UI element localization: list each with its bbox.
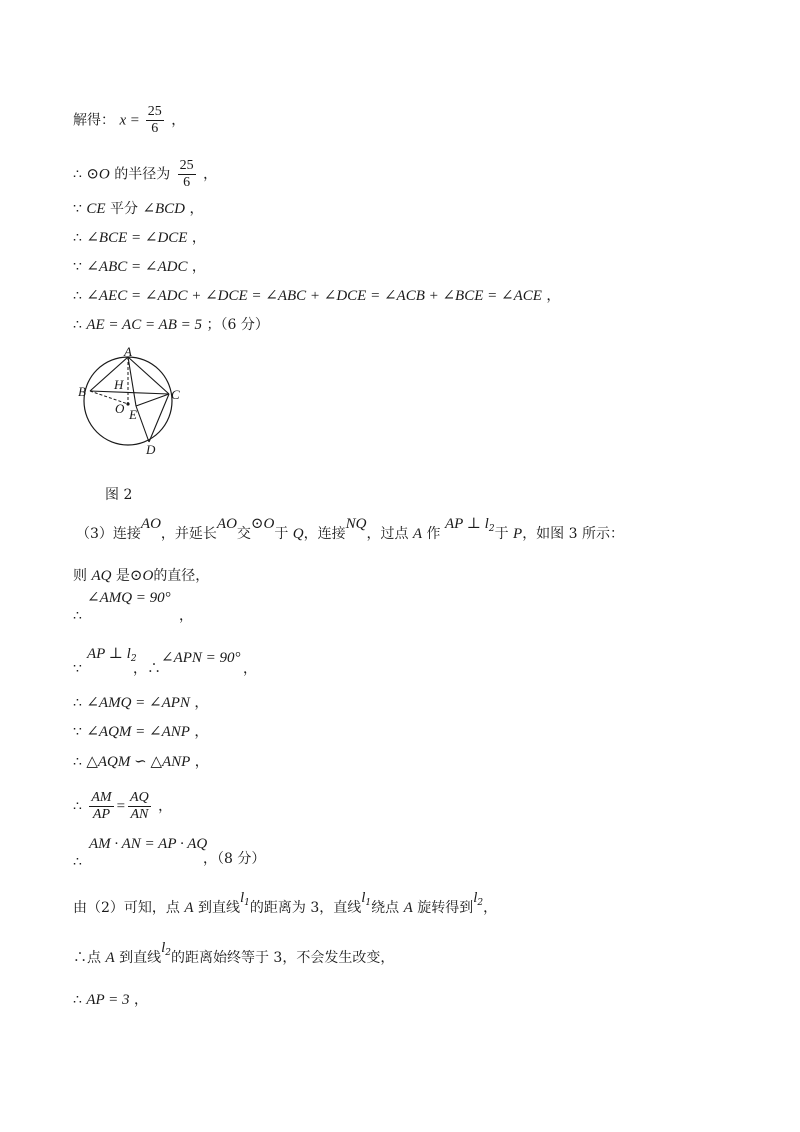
text: 旋转得到 xyxy=(412,900,474,916)
fraction-numerator: AM xyxy=(91,790,112,805)
therefore-symbol: ∴ xyxy=(73,854,82,870)
fraction-numerator: 25 xyxy=(147,104,162,119)
fraction-25-6 xyxy=(146,104,164,137)
solution-line-19 xyxy=(73,991,148,1009)
punctuation: ， xyxy=(243,661,257,677)
equation: AP = 3 xyxy=(86,992,130,1008)
equation: ∠APN = 90° xyxy=(161,650,241,666)
because-symbol: ∵ xyxy=(73,259,87,275)
equation: ∠ABC = ∠ADC xyxy=(86,259,188,275)
equals-sign: = xyxy=(130,112,143,129)
label-h: H xyxy=(114,377,124,392)
label-b: B xyxy=(78,384,86,399)
text: ，∴ xyxy=(133,661,161,677)
punctuation: ， xyxy=(191,259,206,275)
subscript: 2 xyxy=(165,948,171,958)
subscript: 2 xyxy=(488,524,495,534)
segment-ae xyxy=(128,357,136,406)
solution-line-15 xyxy=(73,790,172,823)
geometry-figure xyxy=(74,346,194,458)
segment-bc xyxy=(90,391,169,394)
solution-line-17 xyxy=(73,890,498,922)
equation: ∠AEC = ∠ADC + ∠DCE = ∠ABC + ∠DCE = ∠ACB + ∠BCE = ∠ACE xyxy=(86,288,542,304)
punctuation: ， xyxy=(546,288,561,304)
punctuation: ， xyxy=(194,754,209,770)
equals-sign: = xyxy=(116,798,126,815)
fraction-denominator: AP xyxy=(92,807,111,822)
line-l2: l xyxy=(161,940,166,956)
text: ∴点 xyxy=(73,950,106,966)
segment-ce: CE xyxy=(86,201,106,217)
perpendicular-ap-l2: AP ⊥ l xyxy=(445,516,489,532)
circle-o: ⊙O xyxy=(129,568,154,584)
line-l1: l xyxy=(361,890,366,906)
text: 交 xyxy=(236,526,251,542)
segment-aq: AQ xyxy=(91,568,112,584)
text: 则 xyxy=(73,568,92,584)
text: 平分 xyxy=(109,201,138,217)
punctuation: ， xyxy=(189,201,204,217)
fraction-denominator: 6 xyxy=(183,175,191,190)
therefore-symbol: ∴ xyxy=(73,754,87,770)
equation: AM · AN = AP · AQ xyxy=(89,836,208,852)
subscript: 2 xyxy=(130,654,137,664)
punctuation: ， xyxy=(158,798,173,815)
subscript: 2 xyxy=(477,898,484,908)
because-symbol: ∵ xyxy=(73,724,87,740)
therefore-symbol: ∴ xyxy=(73,317,87,333)
therefore-symbol: ∴ xyxy=(73,288,87,304)
text: ，连接 xyxy=(303,526,346,542)
punctuation: ， xyxy=(194,724,209,740)
solution-line-2 xyxy=(73,158,217,191)
point-a: A xyxy=(184,900,194,916)
point-a: A xyxy=(105,950,115,966)
text: 由（2）可知，点 xyxy=(73,900,185,916)
therefore-symbol: ∴ xyxy=(73,992,87,1008)
solution-line-7 xyxy=(73,316,269,334)
center-point-o xyxy=(126,402,129,405)
equation: ∠AQM = ∠ANP xyxy=(86,724,190,740)
equation: ∠AMQ = ∠APN xyxy=(86,695,190,711)
text: 的直径， xyxy=(153,568,210,584)
solution-line-14 xyxy=(73,753,209,771)
fraction-25-6 xyxy=(178,158,196,191)
text: ，并延长 xyxy=(160,526,217,542)
because-symbol: ∵ xyxy=(73,201,87,217)
segment-ed xyxy=(136,406,149,442)
equation: ∠BCE = ∠DCE xyxy=(86,230,188,246)
text: 的距离为 3，直线 xyxy=(249,900,362,916)
figure-caption: 图 2 xyxy=(105,487,133,503)
fraction-numerator: AQ xyxy=(130,790,149,805)
solution-line-12 xyxy=(73,694,208,712)
punctuation: ， xyxy=(203,166,218,183)
text: ，如图 3 所示： xyxy=(522,526,624,542)
label-e: E xyxy=(129,407,137,422)
fraction-denominator: 6 xyxy=(151,121,159,136)
punctuation: ， xyxy=(483,900,498,916)
solution-line-8 xyxy=(76,516,624,548)
circle-o xyxy=(84,357,172,445)
solution-line-18 xyxy=(73,940,395,972)
score-note: ，（8 分） xyxy=(203,851,266,867)
punctuation: ， xyxy=(179,608,193,624)
because-symbol: ∵ xyxy=(73,661,82,677)
equation: △AQM ∽ △ANP xyxy=(86,754,191,770)
therefore-symbol: ∴ xyxy=(73,695,87,711)
label-d: D xyxy=(146,442,156,457)
subscript: 1 xyxy=(244,898,250,908)
solution-line-13 xyxy=(73,723,208,741)
punctuation: ， xyxy=(191,230,206,246)
text: 于 xyxy=(274,526,293,542)
solution-line-1 xyxy=(73,104,185,137)
fraction-numerator: 25 xyxy=(179,158,194,173)
segment-ao: AO xyxy=(216,516,237,532)
fraction-am-ap xyxy=(89,790,113,823)
point-a: A xyxy=(412,526,423,542)
text: （3）连接 xyxy=(76,526,141,542)
segment-cd xyxy=(149,394,169,442)
point-a: A xyxy=(403,900,413,916)
solution-line-3 xyxy=(73,200,203,218)
angle-bcd: ∠BCD xyxy=(142,201,186,217)
solution-line-4 xyxy=(73,229,206,247)
label-o: O xyxy=(115,401,125,416)
score-note: ；（6 分） xyxy=(206,317,269,333)
segment-ce xyxy=(136,394,169,406)
text: ，过点 xyxy=(366,526,413,542)
fraction-aq-an xyxy=(128,790,151,823)
therefore-symbol: ∴ xyxy=(73,798,87,815)
segment-ao: AO xyxy=(140,516,161,532)
text: 的半径为 xyxy=(114,166,171,183)
text: 于 xyxy=(494,526,514,542)
text: 作 xyxy=(422,526,441,542)
subscript: 1 xyxy=(365,898,372,908)
therefore-symbol: ∴ xyxy=(73,230,87,246)
variable-x: x xyxy=(119,112,127,129)
punctuation: ， xyxy=(194,695,209,711)
line-l1: l xyxy=(239,890,245,906)
equation: ∠AMQ = 90° xyxy=(87,590,171,606)
punctuation: ， xyxy=(134,992,148,1008)
therefore-symbol: ∴ xyxy=(73,608,82,624)
segment-nq: NQ xyxy=(345,516,367,532)
label-a: A xyxy=(124,346,132,359)
circle-o: ⊙O xyxy=(86,166,110,183)
label-c: C xyxy=(171,387,180,402)
text: 到直线 xyxy=(114,950,162,966)
text: 到直线 xyxy=(193,900,240,916)
punctuation: ， xyxy=(171,112,186,129)
solution-line-9 xyxy=(73,567,209,585)
solution-line-5 xyxy=(73,258,206,276)
text: 绕点 xyxy=(371,900,404,916)
point-p: P xyxy=(513,526,523,542)
line-l2: l xyxy=(473,890,478,906)
fraction-denominator: AN xyxy=(130,807,149,822)
text: 是 xyxy=(111,568,130,584)
equation: AE = AC = AB = 5 xyxy=(86,317,203,333)
point-q: Q xyxy=(292,526,304,542)
solution-line-6 xyxy=(73,287,560,305)
label-text: 解得： xyxy=(73,112,115,129)
perpendicular-ap-l2: AP ⊥ l xyxy=(87,646,131,662)
circle-o: ⊙O xyxy=(250,516,275,532)
therefore-symbol: ∴ xyxy=(73,166,87,183)
text: 的距离始终等于 3，不会发生改变， xyxy=(170,950,395,966)
